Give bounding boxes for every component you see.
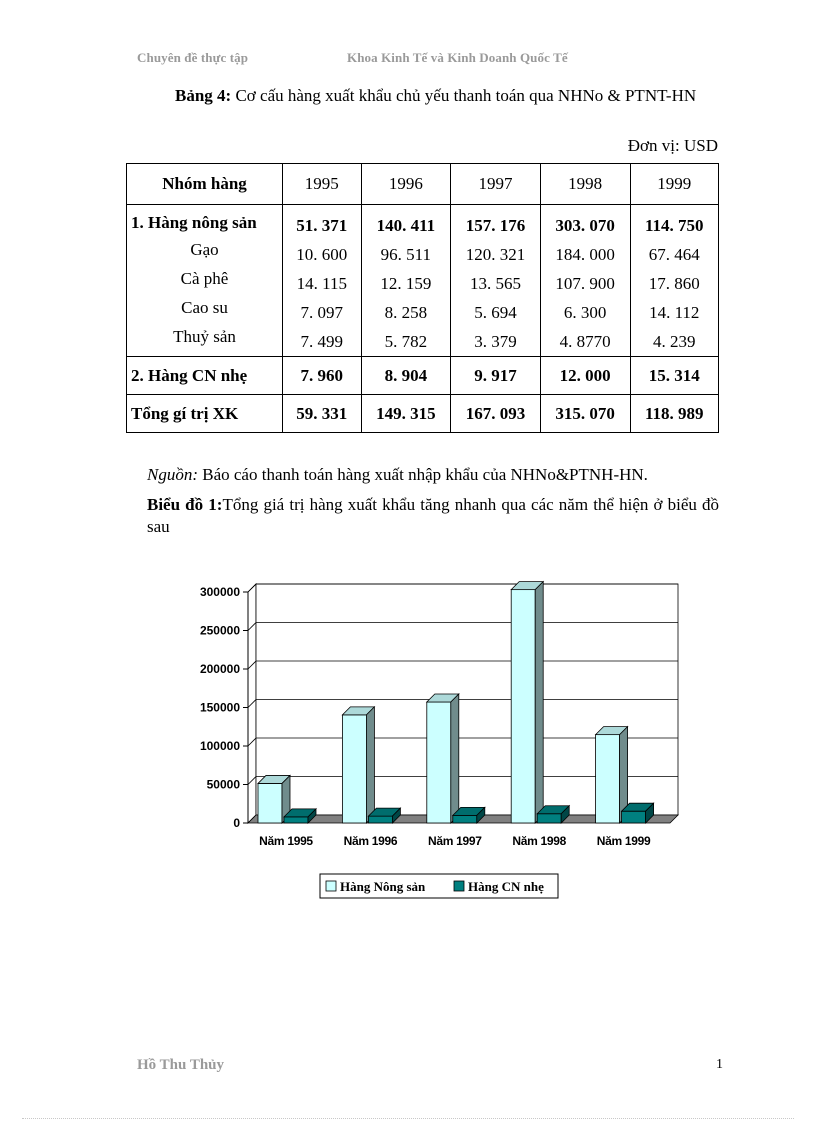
table-row-total — [127, 395, 719, 433]
total-value: 149. 315 — [361, 395, 451, 433]
agri-item-value: 96. 511 — [380, 245, 432, 264]
agri-item-value: 5. 694 — [474, 303, 517, 322]
chart-legend — [320, 874, 558, 898]
x-tick-label: Năm 1997 — [427, 834, 482, 848]
bar-front — [453, 815, 477, 823]
agri-item-label: Gạo — [190, 240, 219, 259]
agri-item-label: Thuỷ sản — [173, 327, 236, 346]
y-tick-label: 0 — [233, 816, 240, 830]
agri-label-cell — [127, 205, 283, 357]
agri-item-value: 10. 600 — [296, 245, 348, 264]
agri-item-value: 8. 258 — [384, 303, 428, 322]
agri-values-cell — [361, 205, 451, 357]
table-title — [175, 85, 719, 107]
bar-front — [258, 783, 282, 823]
agri-total-value: 51. 371 — [296, 216, 348, 235]
agri-values-cell — [451, 205, 541, 357]
bar-front — [342, 715, 366, 823]
total-label: Tổng gí trị XK — [127, 395, 283, 433]
bar-front — [511, 590, 535, 823]
y-tick-label: 50000 — [206, 777, 240, 792]
bar-chart — [160, 570, 700, 910]
source-note — [147, 465, 648, 485]
total-value: 118. 989 — [630, 395, 719, 433]
agri-item-value: 14. 115 — [296, 274, 347, 293]
y-tick-label: 150000 — [199, 700, 240, 715]
bar-front — [427, 702, 451, 823]
x-tick-label: Năm 1996 — [343, 834, 398, 848]
agri-item-value: 5. 782 — [384, 332, 428, 351]
agri-item-value: 13. 565 — [470, 274, 522, 293]
agri-total-value: 114. 750 — [644, 216, 704, 235]
bar-front — [284, 817, 308, 823]
light-value: 9. 917 — [451, 357, 541, 395]
group-header: Nhóm hàng — [127, 164, 283, 205]
y-tick-label: 200000 — [199, 662, 240, 676]
bar-front — [622, 811, 646, 823]
year-header: 1995 — [283, 164, 362, 205]
header-right-text: Khoa Kinh Tế và Kinh Doanh Quốc Tế — [347, 50, 568, 65]
page-number: 1 — [716, 1057, 723, 1072]
x-tick-label: Năm 1995 — [259, 834, 313, 848]
agri-item-value: 67. 464 — [648, 245, 700, 264]
x-tick-label: Năm 1998 — [512, 834, 567, 848]
agri-item-value: 12. 159 — [380, 274, 432, 293]
agri-item-value: 4. 239 — [653, 332, 696, 351]
light-value: 7. 960 — [283, 357, 362, 395]
bar-front — [368, 816, 392, 823]
table-row-light-industry — [127, 357, 719, 395]
export-table — [126, 163, 719, 433]
agri-item-label: Cao su — [181, 298, 228, 317]
year-header: 1996 — [361, 164, 451, 205]
y-tick-label: 300000 — [199, 585, 240, 599]
agri-total-value: 140. 411 — [376, 216, 436, 235]
agri-item-value: 184. 000 — [555, 245, 615, 264]
table-header-row — [127, 164, 719, 205]
bar-side — [535, 582, 543, 823]
agri-item-value: 107. 900 — [555, 274, 615, 293]
source-text: Báo cáo thanh toán hàng xuất nhập khẩu của NHNo&PTNH-HN. — [198, 465, 648, 484]
agri-item-value: 4. 8770 — [559, 332, 611, 351]
agri-values-cell — [283, 205, 362, 357]
unit-label: Đơn vị: USD — [627, 136, 718, 155]
agri-item-value: 120. 321 — [465, 245, 526, 264]
total-value: 167. 093 — [451, 395, 541, 433]
legend-label: Hàng CN nhẹ — [468, 879, 544, 894]
bottom-dotted-rule — [22, 1118, 794, 1119]
year-header: 1997 — [451, 164, 541, 205]
y-tick-label: 100000 — [199, 739, 240, 753]
agri-label: 1. Hàng nông sản — [131, 213, 257, 232]
year-header: 1999 — [630, 164, 719, 205]
legend-swatch — [454, 881, 464, 891]
legend-label: Hàng Nông sản — [340, 879, 426, 894]
table-title-text: Cơ cấu hàng xuất khẩu chủ yếu thanh toán qua NHNo & PTNT-HN — [231, 86, 697, 105]
total-value: 59. 331 — [283, 395, 362, 433]
light-value: 15. 314 — [630, 357, 719, 395]
chart-caption-label: Biểu đồ 1: — [147, 495, 223, 514]
chart-caption-text: Tổng giá trị hàng xuất khẩu tăng nhanh qua các năm thể hiện ở biểu đồ sau — [147, 495, 719, 536]
agri-item-value: 6. 300 — [563, 303, 607, 322]
agri-item-value: 7. 499 — [300, 332, 344, 351]
agri-total-value: 303. 070 — [555, 216, 615, 235]
bar-side — [366, 707, 374, 823]
agri-total-value: 157. 176 — [465, 216, 526, 235]
footer-author: Hồ Thu Thủy — [137, 1057, 225, 1073]
agri-values-cell — [630, 205, 719, 357]
total-value: 315. 070 — [540, 395, 630, 433]
year-header: 1998 — [540, 164, 630, 205]
bar-side — [451, 694, 459, 823]
light-value: 8. 904 — [361, 357, 451, 395]
agri-item-value: 14. 112 — [649, 303, 700, 322]
source-label: Nguồn: — [147, 465, 198, 484]
bar-front — [537, 814, 561, 823]
page-header — [137, 50, 697, 72]
chart-caption — [147, 494, 719, 538]
agri-item-value: 17. 860 — [648, 274, 700, 293]
light-value: 12. 000 — [540, 357, 630, 395]
bar-front — [596, 735, 620, 823]
table-row-agri — [127, 205, 719, 357]
agri-item-value: 3. 379 — [474, 332, 517, 351]
y-tick-label: 250000 — [199, 623, 240, 638]
agri-item-label: Cà phê — [180, 269, 229, 288]
light-label: 2. Hàng CN nhẹ — [127, 357, 283, 395]
agri-item-value: 7. 097 — [300, 303, 344, 322]
table-title-label: Bảng 4: — [175, 86, 232, 105]
x-tick-label: Năm 1999 — [596, 834, 651, 848]
header-left-text: Chuyên đề thực tập — [137, 50, 249, 65]
legend-swatch — [326, 881, 336, 891]
agri-values-cell — [540, 205, 630, 357]
